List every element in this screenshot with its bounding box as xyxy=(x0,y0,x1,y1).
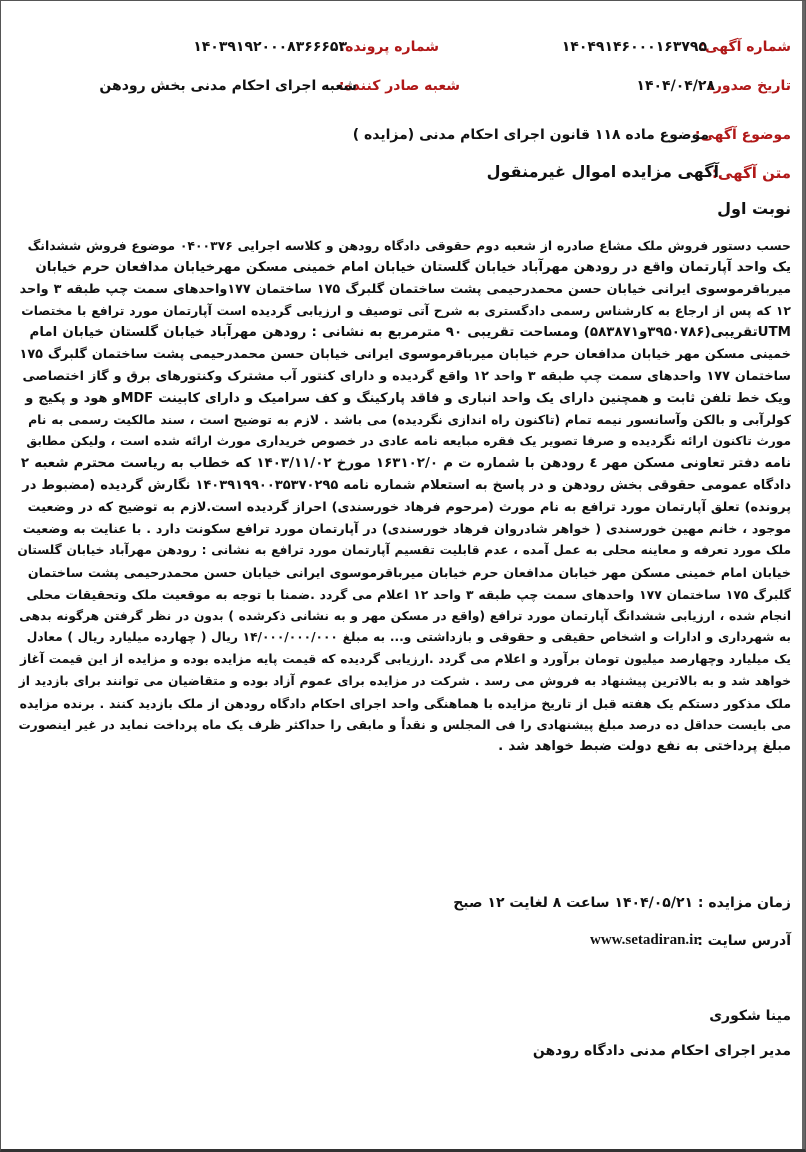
auction-time: زمان مزایده : ۱۴۰۴/۰۵/۲۱ ساعت ۸ لغایت ۱۲ صبح xyxy=(453,895,791,911)
body-line: حسب دستور فروش ملک مشاع صادره از شعبه دوم حقوقی دادگاه رودهن و کلاسه اجرایی ۰۴۰۰۳۷۶ موضوع فروش ششدانگ xyxy=(27,238,791,253)
body-line: دادگاه عمومی حقوقی بخش رودهن و در پاسخ به استعلام شماره نامه ۱۴۰۳۹۱۹۹۰۰۳۵۳۷۰۲۹۵ نگارش گردیده (مضبوط در xyxy=(22,477,791,493)
ad-text-label: متن آگهی: xyxy=(711,164,791,182)
body-line: کولرآبی و بالکن وآسانسور نیمه تمام (تاکنون راه اندازی نگردیده) می باشد . لازم به توضیح است ، سند مالکیت رسمی به نام xyxy=(28,412,791,428)
issue-date-label: تاریخ صدور: xyxy=(708,78,791,94)
issuer: شعبه اجرای احکام مدنی بخش رودهن xyxy=(99,78,357,94)
signer-name: مینا شکوری xyxy=(709,1008,791,1024)
body-line: میرباقرموسوی ایرانی خیابان حسن محمدرحیمی پشت ساختمان گلبرگ ۱۷۵ ساختمان ۱۷۷واحدهای سمت چپ طبقه ۳ واحد xyxy=(19,281,791,297)
subject-label: موضوع آگهی: xyxy=(694,127,791,143)
body-line: به شهرداری و ادارات و اشخاص حقیقی و حقوقی و بازداشتی و... به مبلغ ۱۴/۰۰۰/۰۰۰/۰۰۰ ریال ( چهارده میلیارد ریال ) معادل xyxy=(26,630,791,645)
ad-text-value: آگهی مزایده اموال غیرمنقول xyxy=(486,162,719,181)
body-line: یک واحد آپارتمان واقع در رودهن مهرآباد خیابان گلستان خیابان امام خمینی مسکن مهرخیابان مدافعان حرم خیابان xyxy=(35,259,791,275)
body-line: موجود ، خانم مهین خورسندی ( خواهر شادروان فرهاد خورسندی) در آپارتمان مورد ترافع سکونت دارد . با عنایت به وضعیت xyxy=(22,521,791,537)
issuer-label: شعبه صادر کننده: xyxy=(338,78,460,94)
body-line: ملک مذکور دستکم یک هفته قبل از تاریخ مزایده با هماهنگی واحد اجرای احکام دادگاه رودهن از ملک بازدید کنند . برنده مزایده xyxy=(19,695,791,711)
body-line: ویک خط تلفن ثابت و همچنین دارای یک واحد انباری و فاقد پارکینگ و کف سرامیک و دارای کابینت MDFو هود و پکیج و xyxy=(25,390,791,406)
body-line: مورث تاکنون ارائه نگردیده و صرفا تصویر یک فقره مبایعه نامه عادی در خصوص خریداری مورث ارائه شده است ، ولیکن مطابق xyxy=(26,434,791,449)
body-line: مبلغ پرداختی به نفع دولت ضبط خواهد شد . xyxy=(498,739,791,755)
body-line: خواهد شد و به بالاترین پیشنهاد به فروش می رسد . شرکت در مزایده برای عموم آزاد بوده و متقاضیان می توانند برای بازدید از xyxy=(18,673,791,688)
signer-title: مدیر اجرای احکام مدنی دادگاه رودهن xyxy=(532,1043,791,1059)
site-link[interactable]: www.setadiran.ir xyxy=(590,932,700,948)
ad-number: ۱۴۰۴۹۱۴۶۰۰۰۱۶۳۷۹۵ xyxy=(561,39,707,55)
body-line: یک میلیارد وچهارصد میلیون تومان برآورد و اعلام می گردد .ارزیابی گردیده که قیمت پایه مزایده بوده و مزایده از این قیمت آغاز xyxy=(19,652,791,667)
issue-date: ۱۴۰۴/۰۴/۲۸ xyxy=(636,78,715,94)
round-label: نوبت اول xyxy=(717,199,791,218)
body-line: ساختمان ۱۷۷ واحدهای سمت چپ طبقه ۳ واحد ۱۲ واقع گردیده و دارای کنتور آب مشترک وکنتورهای برق و گاز اختصاصی xyxy=(22,368,791,384)
body-line: گلبرگ ۱۷۵ ساختمان ۱۷۷ واحدهای سمت چپ طبقه ۳ واحد ۱۲ اعلام می گردد .ضمنا با توجه به موقعیت ملک وتحقیقات محلی xyxy=(26,586,791,602)
subject-value: موضوع ماده ۱۱۸ قانون اجرای احکام مدنی (مزایده ) xyxy=(352,127,709,143)
body-line: UTMتقریبی(۳۹۵۰۷۸۶و۵۸۳۸۷۱) ومساحت تقریبی ۹۰ مترمربع به نشانی : رودهن مهرآباد خیابان گلستان خیابان امام xyxy=(29,325,791,341)
body-line: نامه دفتر تعاونی مسکن مهر ٤ رودهن با شماره ت م ۱۶۳۱۰۲/۰ مورخ ۱۴۰۳/۱۱/۰۲ که خطاب به ریاست محترم شعبه ۲ xyxy=(20,455,791,471)
case-number: ۱۴۰۳۹۱۹۲۰۰۰۸۳۶۶۶۵۳ xyxy=(193,39,347,55)
body-line: ملک مورد تعرفه و معاینه محلی به عمل آمده ، عدم قابلیت تقسیم آپارتمان مورد ترافع به نشانی : رودهن مهرآباد خیابان گلستان xyxy=(17,543,791,558)
body-line: انجام شده ، ارزیابی ششدانگ آپارتمان مورد ترافع (واقع در مسکن مهر و به نشانی ذکرشده ) بدون در نظر گرفتن هرگونه بدهی xyxy=(19,608,791,623)
body-line: خمینی مسکن مهر خیابان مدافعان حرم خیابان میرباقرموسوی ایرانی خیابان حسن محمدرحیمی پشت ساختمان گلبرگ ۱۷۵ xyxy=(19,346,791,362)
site-label: آدرس سایت : xyxy=(697,933,791,949)
body-line: می بایست حداقل ده درصد مبلغ پیشنهادی را فی المجلس و نقداً و مابقی را حداکثر ظرف یک ماه پرداخت نماید در غیر اینصورت xyxy=(18,717,791,732)
body-line: خیابان امام خمینی مسکن مهر خیابان مدافعان حرم خیابان میرباقرموسوی ایرانی خیابان حسن محمدرحیمی پشت ساختمان xyxy=(27,564,791,580)
case-number-label: شماره پرونده: xyxy=(339,39,439,55)
body-line: ۱۲ که پس از ارجاع به کارشناس رسمی دادگستری به شرح آتی توصیف و ارزیابی گردیده است آپارتمان مورد ترافع با مختصات xyxy=(21,303,791,319)
body-line: پرونده) تعلق آپارتمان مورد ترافع به نام مورث (مرحوم فرهاد خورسندی) احراز گردیده است.لازم به توضیح که در وضعیت xyxy=(27,499,791,515)
ad-number-label: شماره آگهی: xyxy=(699,39,791,55)
notice-body xyxy=(17,235,791,758)
